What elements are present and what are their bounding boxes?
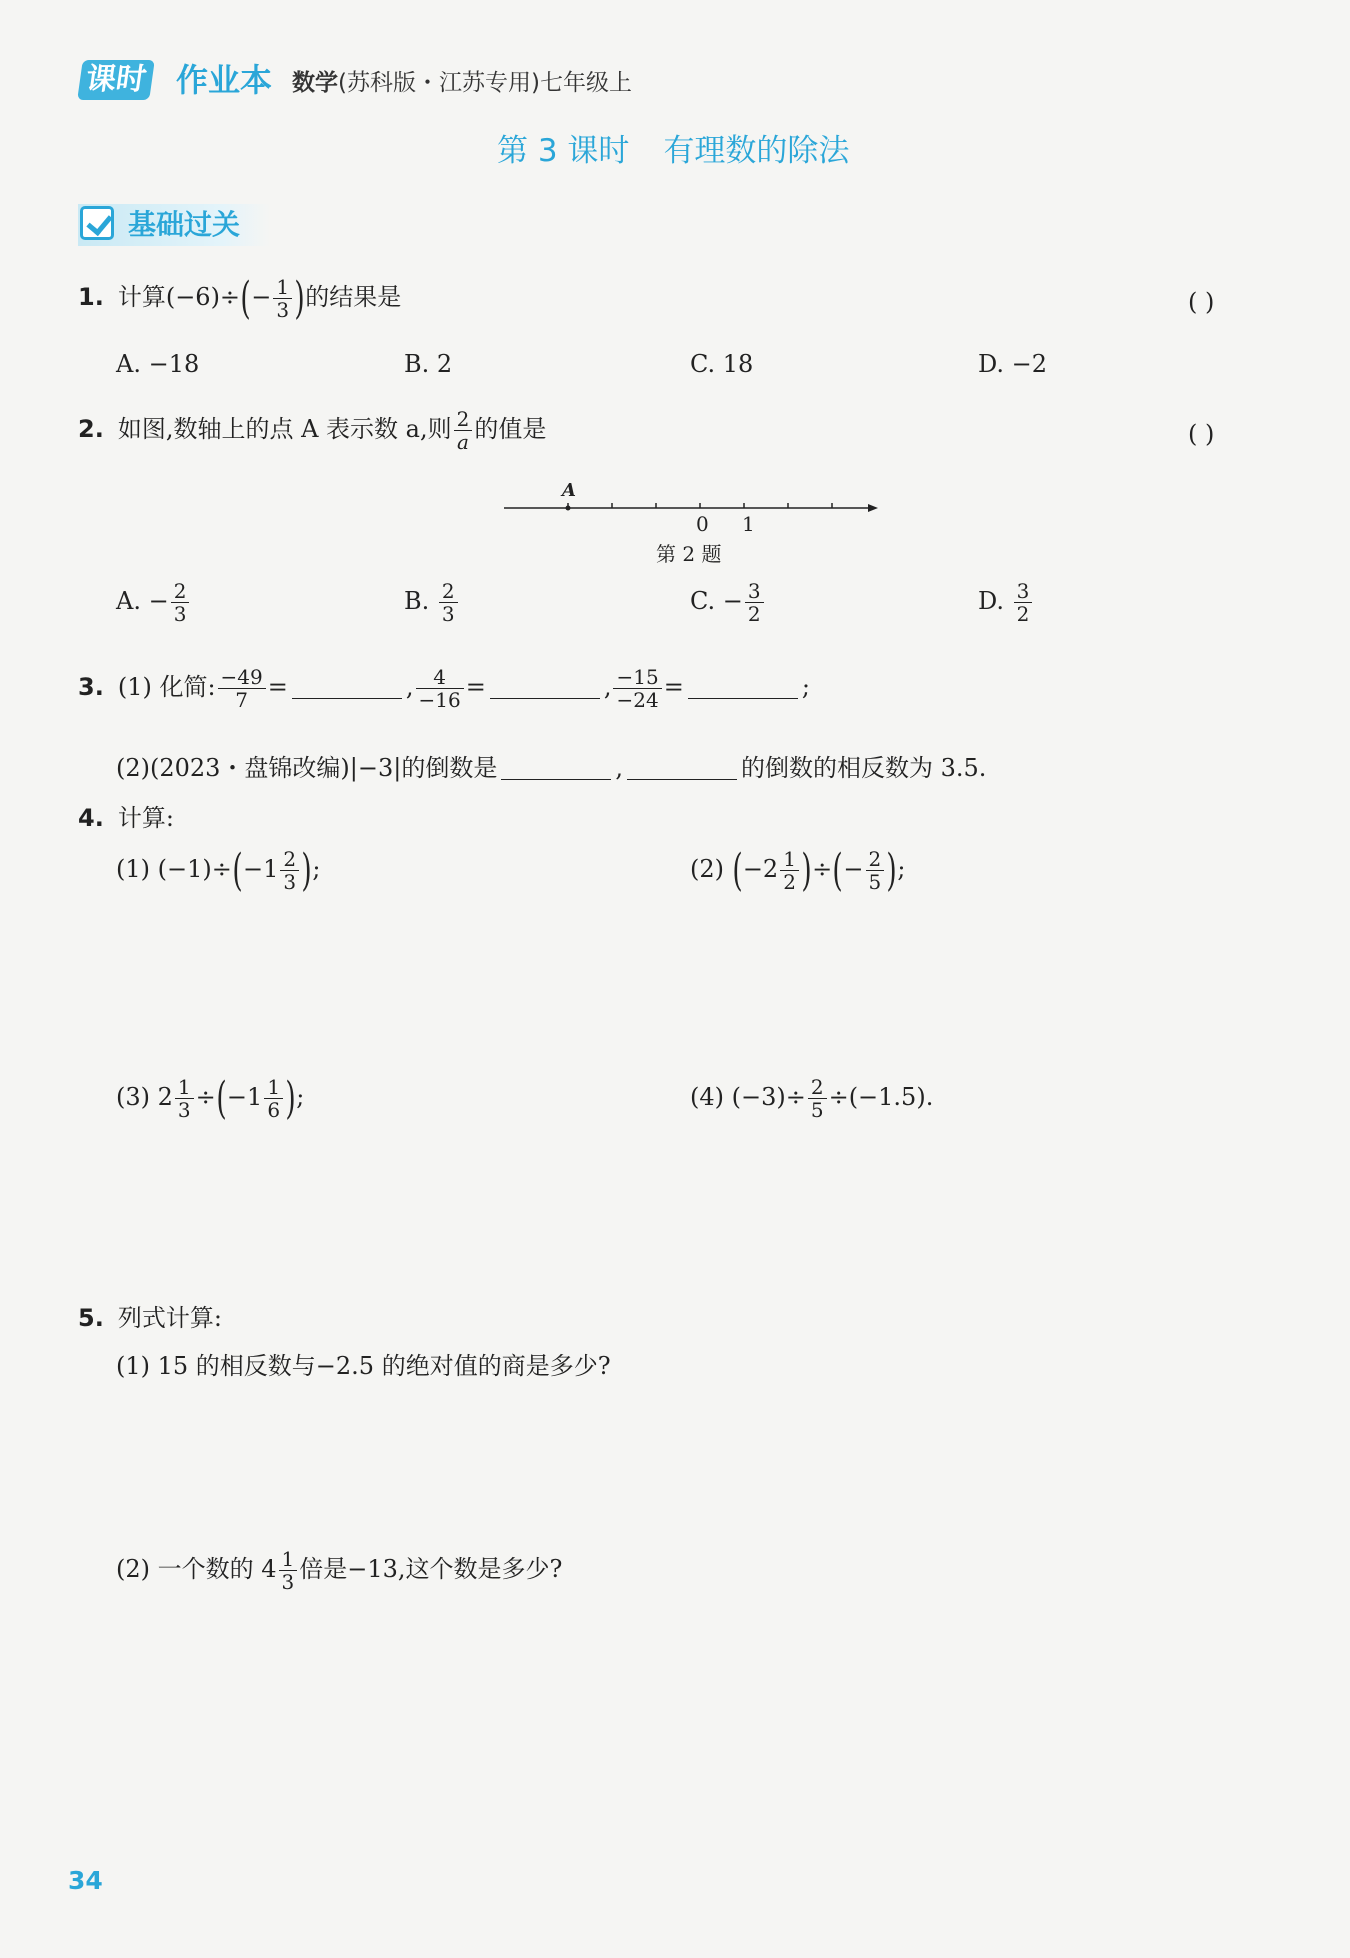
question-text: 的结果是 [305,283,402,311]
question-text: 计算(−6)÷ [117,283,241,311]
book-edition: (苏科版・江苏专用)七年级上 [338,70,632,96]
question-number: 5. [78,1304,104,1332]
question-2 [78,408,546,453]
question-4-part-2: (2) (−2 $\frac{1}{2}$ )÷(− $\frac{2}{5}$ ); [690,844,906,896]
question-5-part-1: (1) 15 的相反数与−2.5 的绝对值的商是多少? [116,1352,611,1380]
checkbox-icon [80,206,114,240]
question-text: (1) 化简: [117,673,216,701]
right-paren: ) [294,272,305,324]
logo-badge: 课时 [77,60,155,100]
axis-one-label: 1 [742,512,755,536]
question-text: 的值是 [474,415,547,443]
axis-point-label: A [562,480,576,501]
option-d[interactable]: D. −2 [978,350,1048,378]
answer-blank[interactable] [688,698,798,699]
option-b[interactable]: B. 2 [404,350,453,378]
question-text: 计算: [117,804,174,832]
question-3-part-2: (2)(2023・盘锦改编)|−3|的倒数是 , 的倒数的相反数为 3.5. [116,754,987,782]
book-title [292,64,632,97]
question-5 [78,1298,222,1333]
section-title: 基础过关 [128,208,241,241]
point-a-marker [566,506,571,511]
question-4-part-4: (4) (−3)÷ $\frac{2}{5}$ ÷(−1.5). [690,1075,934,1122]
option-a[interactable]: A. −18 [116,350,200,378]
option-c[interactable]: C. − $\frac{3}{2}$ [690,580,766,625]
question-text: (2)(2023・盘锦改编)|−3|的倒数是 [116,754,498,782]
fraction: $\frac{1}{3}$ [273,276,292,321]
question-text: 的倒数的相反数为 3.5. [741,754,987,782]
answer-blank[interactable] [627,779,737,780]
question-5-part-2: (2) 一个数的 4 $\frac{1}{3}$ 倍是−13,这个数是多少? [116,1547,563,1594]
question-4-part-3: (3) 2 $\frac{1}{3}$ ÷(−1 $\frac{1}{6}$ ); [116,1072,305,1124]
lesson-number: 第 3 课时 [497,133,630,169]
left-paren: ( [240,272,251,324]
option-d[interactable]: D. $\frac{3}{2}$ [978,580,1034,625]
question-number: 3. [78,673,104,701]
book-subject: 数学 [292,70,338,96]
question-number: 2. [78,415,104,443]
answer-blank[interactable] [490,698,600,699]
question-1 [78,272,402,324]
answer-paren[interactable]: ( ) [1188,288,1215,316]
lesson-heading [497,125,849,170]
number-line [498,478,884,530]
figure-caption: 第 2 题 [656,542,722,566]
series-logo [80,56,275,104]
question-4 [78,798,174,833]
section-banner [78,204,270,246]
fraction: $\frac{2}{a}$ [454,408,473,453]
answer-blank[interactable] [501,779,611,780]
axis-zero-label: 0 [696,512,709,536]
option-b[interactable]: B. $\frac{2}{3}$ [404,580,460,625]
minus-sign: − [251,283,272,311]
option-c[interactable]: C. 18 [690,350,754,378]
question-4-part-1: (1) (−1)÷(−1 $\frac{2}{3}$ ); [116,844,321,896]
answer-blank[interactable] [292,698,402,699]
question-text: 如图,数轴上的点 A 表示数 a,则 [117,415,452,443]
answer-paren[interactable]: ( ) [1188,420,1215,448]
question-number: 4. [78,804,104,832]
option-a[interactable]: A. − $\frac{2}{3}$ [116,580,191,625]
logo-text: 作业本 [176,61,273,99]
question-3-part-1: 3. (1) 化简: $\frac{-49}{7}$ = , $\frac{4}{-16}$ = , $\frac{-15}{-24}$ = ; [78,665,810,712]
lesson-title: 有理数的除法 [663,133,850,169]
question-number: 1. [78,283,104,311]
page-number: 34 [68,1866,103,1895]
question-text: 列式计算: [117,1304,222,1332]
